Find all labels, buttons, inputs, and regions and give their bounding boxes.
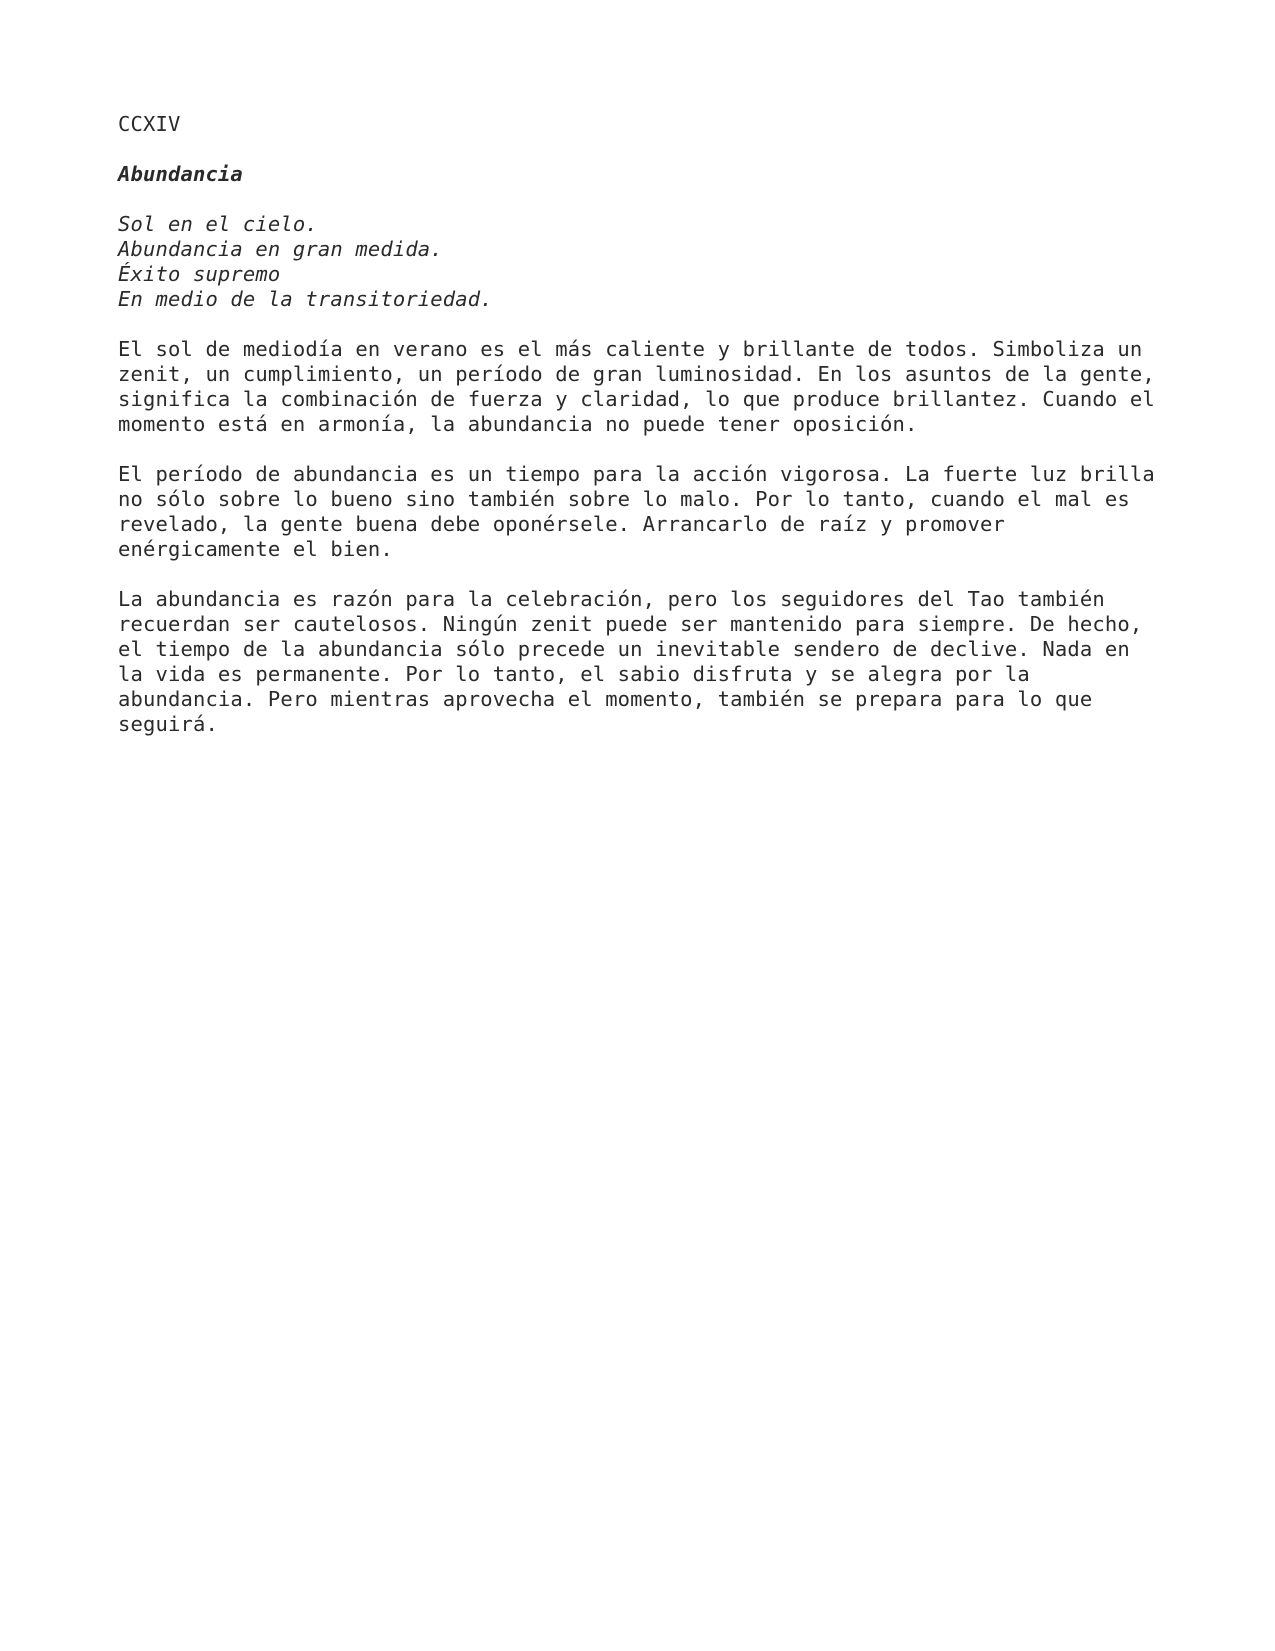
document-page (118, 112, 1178, 762)
paragraph-line: abundancia. Pero mientras aprovecha el momento, también se prepara para lo que (118, 687, 1093, 711)
paragraph-line: revelado, la gente buena debe oponérsele. Arrancarlo de raíz y promover (118, 512, 1005, 536)
paragraph-line: no sólo sobre lo bueno sino también sobre lo malo. Por lo tanto, cuando el mal es (118, 487, 1130, 511)
paragraph-line: La abundancia es razón para la celebración, pero los seguidores del Tao también (118, 587, 1105, 611)
verse-line: En medio de la transitoriedad. (118, 287, 493, 311)
paragraph-line: la vida es permanente. Por lo tanto, el sabio disfruta y se alegra por la (118, 662, 1030, 686)
paragraph-line: El sol de mediodía en verano es el más caliente y brillante de todos. Simboliza un (118, 337, 1143, 361)
body-paragraph-2 (118, 462, 1178, 562)
paragraph-line: recuerdan ser cautelosos. Ningún zenit puede ser mantenido para siempre. De hecho, (118, 612, 1143, 636)
paragraph-line: significa la combinación de fuerza y claridad, lo que produce brillantez. Cuando el (118, 387, 1155, 411)
verse-line: Sol en el cielo. (118, 212, 318, 236)
chapter-title: Abundancia (118, 162, 243, 186)
paragraph-line: el tiempo de la abundancia sólo precede un inevitable sendero de declive. Nada en (118, 637, 1130, 661)
paragraph-line: momento está en armonía, la abundancia no puede tener oposición. (118, 412, 918, 436)
verse-block (118, 212, 1178, 312)
paragraph-line: seguirá. (118, 712, 218, 736)
verse-line: Éxito supremo (118, 262, 281, 286)
chapter-numeral: CCXIV (118, 112, 181, 136)
verse-line: Abundancia en gran medida. (118, 237, 443, 261)
body-paragraph-3 (118, 587, 1178, 737)
paragraph-line: El período de abundancia es un tiempo para la acción vigorosa. La fuerte luz brilla (118, 462, 1155, 486)
body-paragraph-1 (118, 337, 1178, 437)
paragraph-line: enérgicamente el bien. (118, 537, 393, 561)
paragraph-line: zenit, un cumplimiento, un período de gran luminosidad. En los asuntos de la gente, (118, 362, 1155, 386)
